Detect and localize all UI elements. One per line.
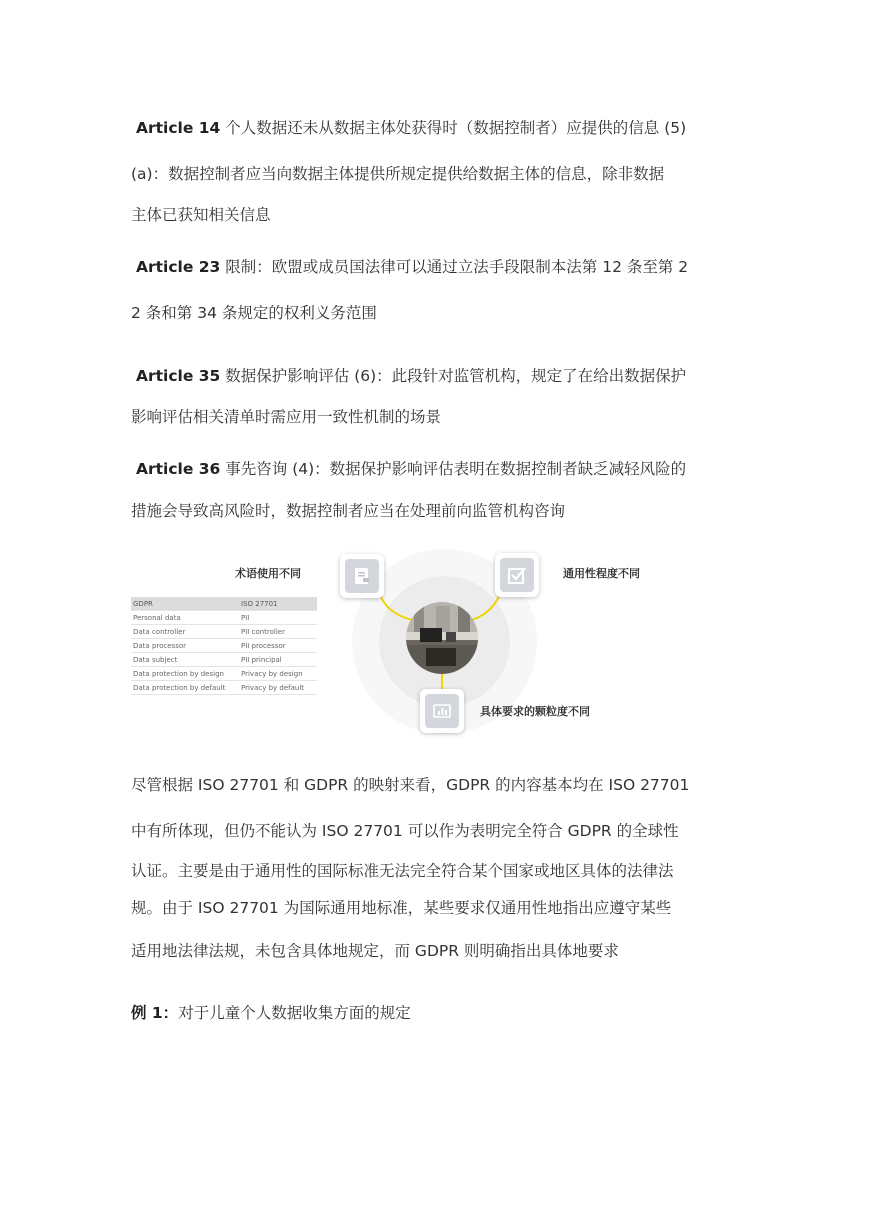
document-card (340, 554, 384, 598)
article-36-label: Article 36 (136, 460, 221, 478)
body-line-1: 尽管根据 ISO 27701 和 GDPR 的映射来看，GDPR 的内容基本均在 ISO 27701 (131, 776, 690, 794)
table-cell: Personal data (131, 611, 239, 625)
table-cell: Data protection by default (131, 681, 239, 695)
article-23-line (131, 257, 688, 277)
table-cell: Privacy by default (239, 681, 317, 695)
table-cell: Data processor (131, 639, 239, 653)
table-header-iso: ISO 27701 (239, 597, 317, 611)
article-14-line (131, 118, 686, 138)
article-23-continuation: 2 条和第 34 条规定的权利义务范围 (131, 304, 377, 322)
article-35-label: Article 35 (136, 367, 221, 385)
example-label: 例 1： (131, 1004, 179, 1022)
article-36-continuation: 措施会导致高风险时，数据控制者应当在处理前向监管机构咨询 (131, 502, 566, 520)
article-23-text: 限制：欧盟或成员国法律可以通过立法手段限制本法第 12 条至第 2 (225, 258, 689, 276)
table-header-gdpr: GDPR (131, 597, 239, 611)
body-line-4: 规。由于 ISO 27701 为国际通用地标准，某些要求仅通用性地指出应遵守某些 (131, 899, 672, 917)
body-line-5: 适用地法律法规，未包含具体地规定，而 GDPR 则明确指出具体地要求 (131, 942, 619, 960)
table-cell: PII controller (239, 625, 317, 639)
article-36-line (131, 459, 686, 479)
article-14-label: Article 14 (136, 119, 221, 137)
generality-differs-label: 通用性程度不同 (563, 567, 640, 580)
example-text: 对于儿童个人数据收集方面的规定 (178, 1004, 411, 1022)
chart-icon (425, 694, 459, 728)
granularity-differs-label: 具体要求的颗粒度不同 (480, 705, 590, 718)
table-cell: PII (239, 611, 317, 625)
article-14-continuation-1: (a)：数据控制者应当向数据主体提供所规定提供给数据主体的信息，除非数据 (131, 165, 665, 183)
terms-differ-label: 术语使用不同 (235, 567, 301, 580)
article-35-line (131, 366, 686, 386)
gdpr-iso-comparison-figure (125, 542, 685, 742)
article-14-continuation-2: 主体已获知相关信息 (131, 206, 271, 224)
table-cell: Data protection by design (131, 667, 239, 681)
article-35-continuation: 影响评估相关清单时需应用一致性机制的场景 (131, 408, 442, 426)
checkbox-icon (500, 558, 534, 592)
document-icon (345, 559, 379, 593)
article-35-text: 数据保护影响评估 (6)：此段针对监管机构，规定了在给出数据保护 (225, 367, 687, 385)
body-line-2: 中有所体现，但仍不能认为 ISO 27701 可以作为表明完全符合 GDPR 的全球性 (131, 822, 679, 840)
table-cell: PII principal (239, 653, 317, 667)
office-photo (406, 602, 478, 674)
checkbox-card (495, 553, 539, 597)
article-14-text: 个人数据还未从数据主体处获得时（数据控制者）应提供的信息 (5) (225, 119, 687, 137)
table-cell: Data controller (131, 625, 239, 639)
example-line (131, 1003, 411, 1023)
article-36-text: 事先咨询 (4)：数据保护影响评估表明在数据控制者缺乏减轻风险的 (225, 460, 687, 478)
table-cell: Data subject (131, 653, 239, 667)
chart-card (420, 689, 464, 733)
table-cell: Privacy by design (239, 667, 317, 681)
article-23-label: Article 23 (136, 258, 221, 276)
body-line-3: 认证。主要是由于通用性的国际标准无法完全符合某个国家或地区具体的法律法 (131, 862, 674, 880)
table-cell: PII processor (239, 639, 317, 653)
